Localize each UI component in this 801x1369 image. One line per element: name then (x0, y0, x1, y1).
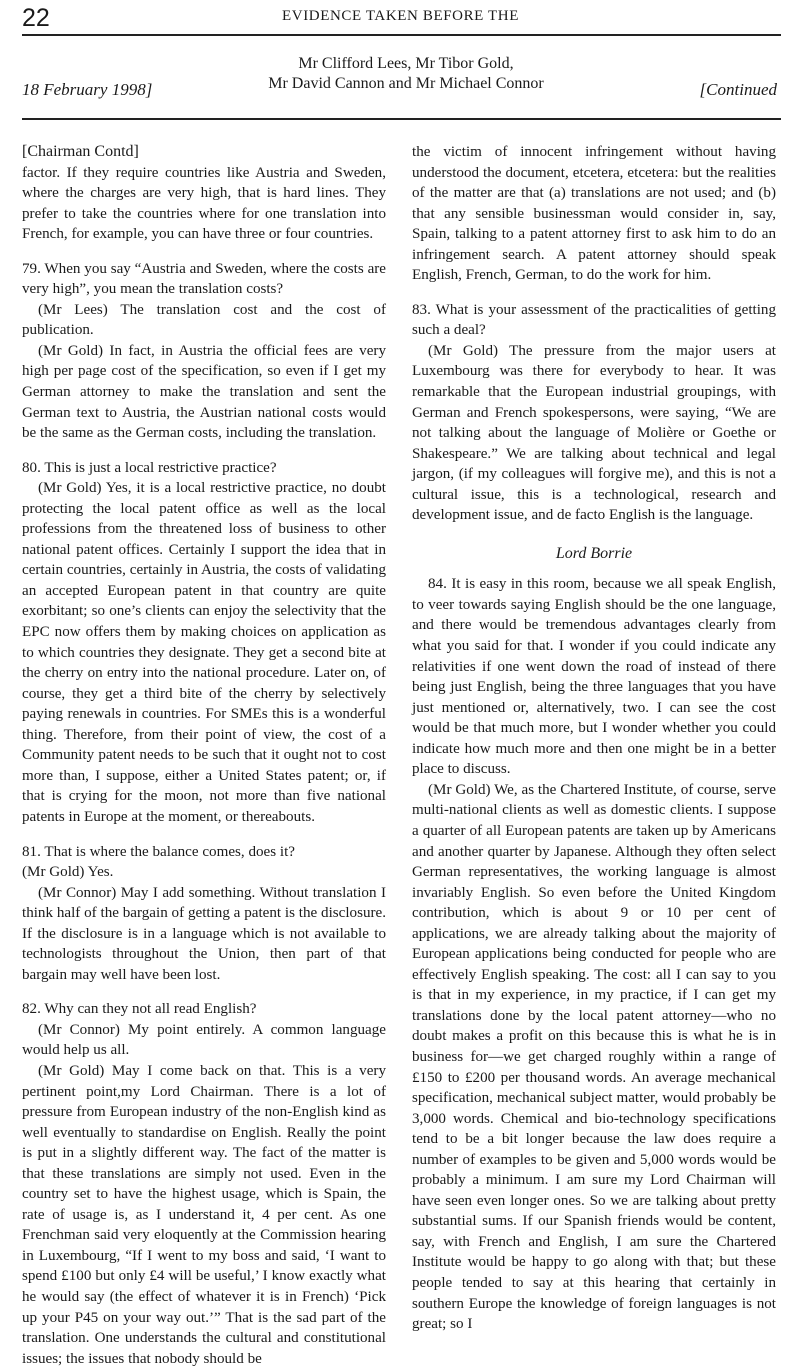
witness-line-2: Mr David Cannon and Mr Michael Connor (268, 75, 544, 92)
sitting-date: 18 February 1998] (22, 80, 153, 99)
question-81: 81. That is where the balance comes, does it? (22, 843, 295, 860)
answer-lees: (Mr Lees) The translation cost and the cost of publication. (22, 301, 386, 339)
answer-connor: (Mr Connor) My point entirely. A common language would help us all. (22, 1021, 386, 1059)
header-rule-bottom (22, 118, 781, 120)
page-number: 22 (22, 4, 50, 32)
question-82: 82. Why can they not all read English? (22, 1001, 257, 1018)
answer-gold: (Mr Gold) In fact, in Austria the official fees are very high per page cost of the specification, so even if I get my German attorney to make the translation and sent the German text to Austria, the Austrian national costs would be the same as the German costs, including the translation. (22, 342, 386, 442)
question-79: 79. When you say “Austria and Sweden, where the costs are very high”, you mean the translation costs? (22, 260, 386, 298)
question-83: 83. What is your assessment of the practicalities of getting such a deal? (412, 301, 776, 339)
question-84: 84. It is easy in this room, because we all speak English, to veer towards saying English should be the one language, and there would be tremendous advantages clearly from what you said for that. I wonder if you could indicate any relativities if one went down the road of instead of there being just English, being the three languages that you have just mentioned or, alternatively, two. I can see the cost would be that much more, but I wonder whether you could indicate how much more and then one might be in a better place to discuss. (412, 576, 776, 778)
speaker-heading-chairman: [Chairman Contd] (22, 143, 139, 160)
speaker-heading-lord-borrie: Lord Borrie (555, 544, 633, 562)
paragraph: factor. If they require countries like Austria and Sweden, where the charges are very high, that is hard lines. They prefer to take the countries where for one translation into French, for example, you can have three or four countries. (22, 164, 386, 243)
running-title: EVIDENCE TAKEN BEFORE THE (282, 8, 519, 24)
answer-gold: (Mr Gold) Yes, it is a local restrictive practice, no doubt protecting the local patent office as well as the local professions from the threatened loss of business to other national patent offices. Certainly I support the idea that in certain countries, certainly in Austria, the costs of validating an accepted European patent in that country are quite exorbitant; so one’s clients can enjoy the selectivity that the EPC now offers them by making choices on application as to which countries they designate. They get a second bite at the cherry on entry into the national procedure. Later on, of course, they get a third bite of the cherry by selectively paying renewals in countries. For SMEs this is a wonderful thing. Therefore, from their point of view, the cost of a Community patent needs to be such that it ought not to cost more than, I suppose, either a United States patent; or, if that is crying for the moon, not more than five national patents in Europe at the moment, or thereabouts. (22, 480, 386, 825)
answer-gold: (Mr Gold) Yes. (22, 864, 114, 881)
witness-names (196, 54, 616, 94)
continued-marker: [Continued (699, 80, 777, 99)
answer-gold: (Mr Gold) We, as the Chartered Institute, of course, serve multi-national clients as well as domestic clients. I suppose a quarter of all European patents are taken up by Americans and another quarter by Japanese. Although they often select German representatives, the working language is almost invariably English. So even before the United Kingdom contribution, which is about 9 or 10 per cent of applications, we are already talking about the majority of European applications being conducted for people who are effectively English speaking. The cost: all I can say to you is that in my experience, in my practice, if I can get my translations done by the local patent attorney—who no doubt makes a profit on this because this is what he is in business for—we get charged roughly within a range of £150 to £200 per thousand words. An average mechanical specification, mechanical subject matter, would probably be 3,000 words. Chemical and bio-technology specifications tend to be a bit longer because the law does require a number of examples to be given and 5,000 words would be probably a minimum. I am sure my Lord Chairman will have seen even longer ones. So we are talking about pretty substantial sums. If our Spanish friends would be content, say, with French and English, I am sure the Chartered Institute would be happy to go along with that; but these people tended to say at this hearing that certainly in southern Europe the knowledge of foreign languages is not great; so I (412, 781, 776, 1333)
header-rule-top (22, 34, 781, 36)
paragraph: the victim of innocent infringement without having understood the document, etcetera, etcetera: but the realities of the matter are that (a) translations are not used; and (b) that any sensible businessman would consider in, say, Spain, talking to a patent attorney first to ask him to do an infringement search. A patent attorney should speak English, French, German, to do the work for him. (412, 144, 776, 284)
question-80: 80. This is just a local restrictive practice? (22, 459, 277, 476)
answer-connor: (Mr Connor) May I add something. Without translation I think half of the bargain of getting a patent is the disclosure. If the disclosure is in a language which is not available to technologists throughout the Union, then part of that bargain may well have been lost. (22, 884, 386, 983)
right-column (412, 142, 776, 1335)
answer-gold: (Mr Gold) May I come back on that. This is a very pertinent point,my Lord Chairman. There is a lot of pressure from European industry of the non-English kind as well eventually to standardise on English. Really the point is put in a slightly different way. The fact of the matter is that these translations are simply not used. Even in the country set to have the highest usage, which is Spain, the rate of usage is, as I understand it, 4 per cent. As one Frenchman said very eloquently at the Commission hearing in Luxembourg, “If I went to my boss and said, ‘I want to spend £100 but only £4 will be useful,’ I know exactly what he would say (the effect of whatever it is in French) ‘Pick up your P45 on your way out.’” That is the sad part of the translation. One understands the cultural and constitutional issues; the issues that nobody should be (22, 1062, 386, 1367)
witness-line-1: Mr Clifford Lees, Mr Tibor Gold, (298, 55, 514, 72)
answer-gold: (Mr Gold) The pressure from the major users at Luxembourg was there for everybody to hear. It was remarkable that the European industrial groupings, with German and French spokespersons, were saying, “We are not talking about the language of Molière or Goethe or Shakespeare.” We are talking about technical and legal jargon, (if my colleagues will forgive me), and this is not a cultural issue, this is a technological, research and development issue, and de facto English is the language. (412, 342, 776, 524)
left-column (22, 142, 386, 1369)
